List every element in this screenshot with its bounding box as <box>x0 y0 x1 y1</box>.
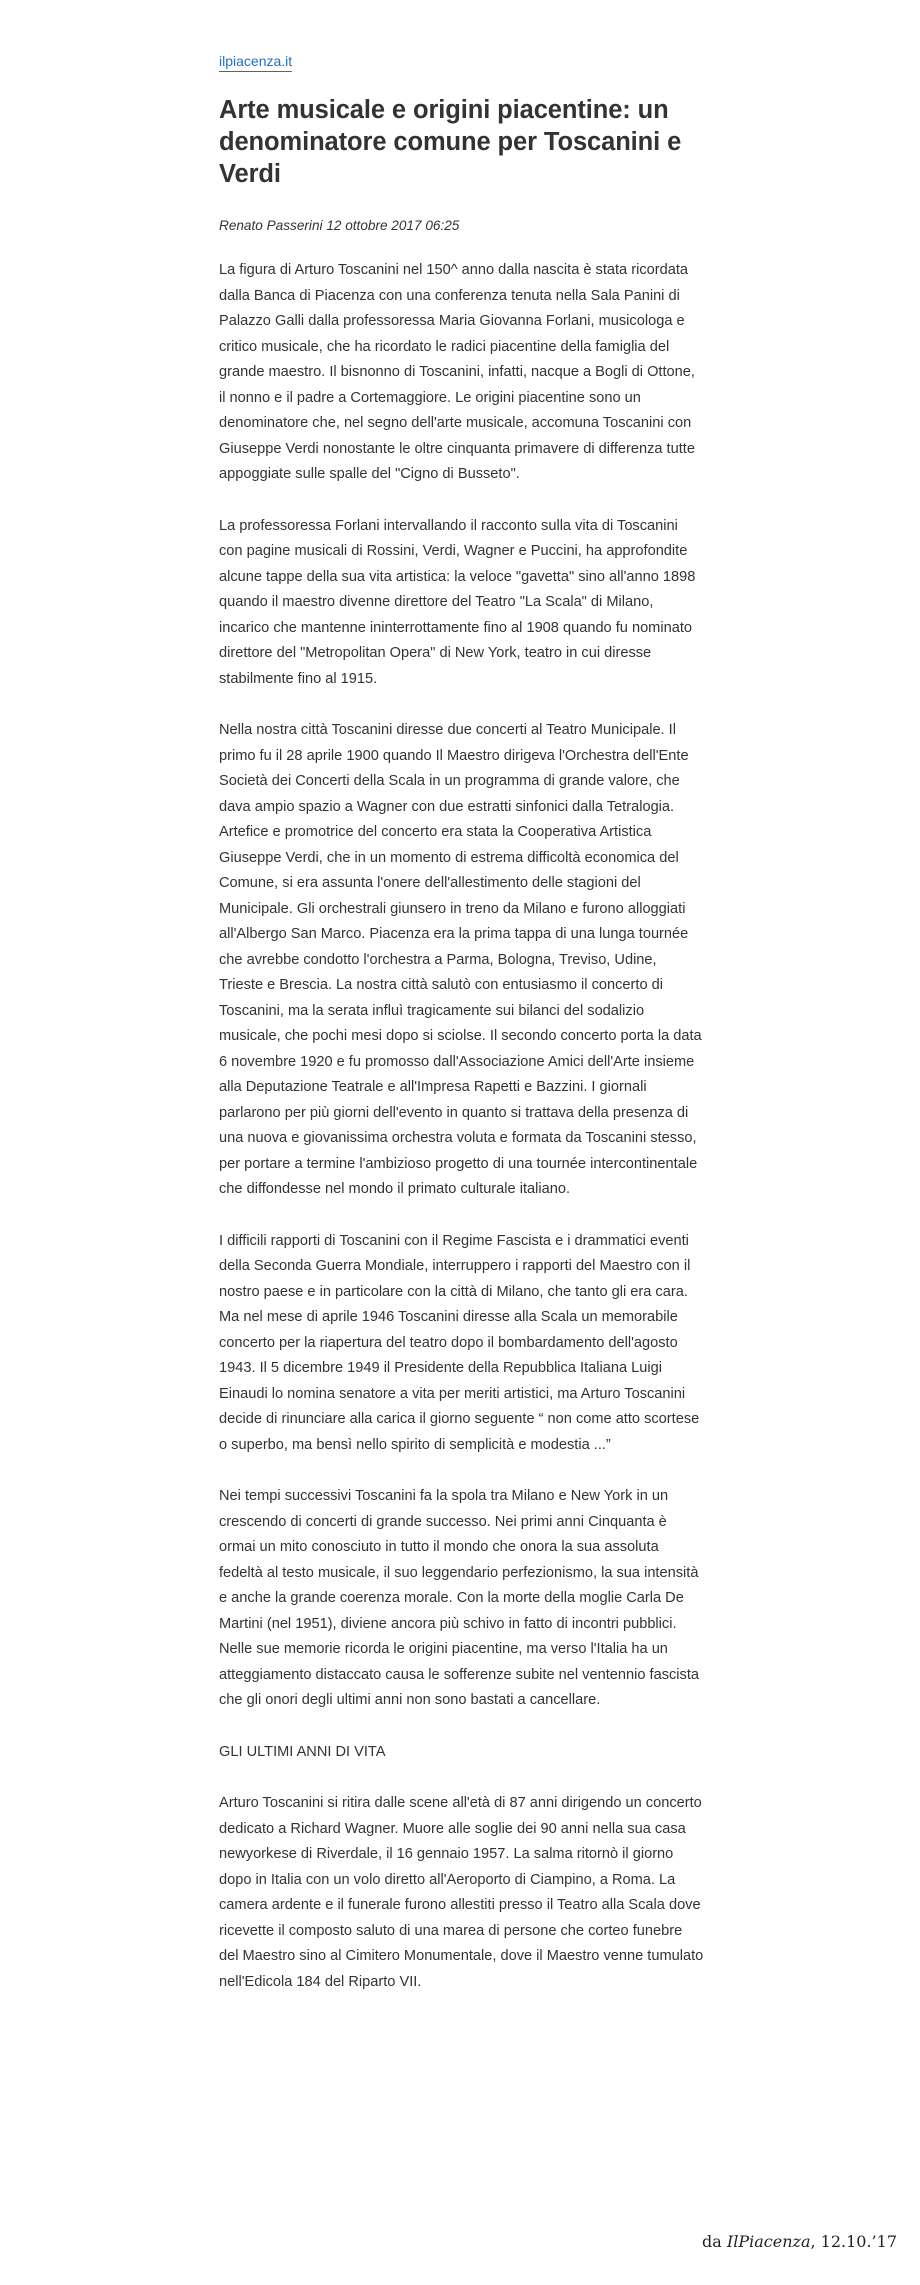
source-publication: IlPiacenza <box>726 2232 811 2251</box>
paragraph-5: Nei tempi successivi Toscanini fa la spola tra Milano e New York in un crescendo di concerti di grande successo. Nei primi anni Cinquanta è ormai un mito conosciuto in tutto il mondo che onora la sua assoluta fedeltà al testo musicale, il suo leggendario perfezionismo, la sua intensità e anche la grande coerenza morale. Con la morte della moglie Carla De Martini (nel 1951), diviene ancora più schivo in fatto di incontri pubblici. Nelle sue memorie ricorda le origini piacentine, ma verso l'Italia ha un atteggiamento distaccato causa le sofferenze subite nel ventennio fascista che gli onori degli ultimi anni non sono bastati a cancellare. <box>219 1488 700 1708</box>
article <box>219 52 704 2021</box>
paragraph-2: La professoressa Forlani intervallando il racconto sulla vita di Toscanini con pagine musicali di Rossini, Verdi, Wagner e Puccini, ha approfondite alcune tappe della sua vita artistica: la veloce "gavetta" sino all'anno 1898 quando il maestro divenne direttore del Teatro "La Scala" di Milano, incarico che mantenne ininterrottamente fino al 1908 quando fu nominato direttore del "Metropolitan Opera" di New York, teatro in cui diresse stabilmente fino al 1915. <box>219 517 696 687</box>
site-link[interactable]: ilpiacenza.it <box>219 52 292 72</box>
article-title: Arte musicale e origini piacentine: un denominatore comune per Toscanini e Verdi <box>219 96 682 188</box>
source-prefix: da <box>702 2232 722 2251</box>
article-body <box>219 258 704 1995</box>
paragraph-4: I difficili rapporti di Toscanini con il Regime Fascista e i drammatici eventi della Seconda Guerra Mondiale, interruppero i rapporti del Maestro con il nostro paese e in particolare con la città di Milano, che tanto gli era cara. Ma nel mese di aprile 1946 Toscanini diresse alla Scala un memorabile concerto per la riapertura del teatro dopo il bombardamento dell'agosto 1943. Il 5 dicembre 1949 il Presidente della Repubblica Italiana Luigi Einaudi lo nomina senatore a vita per meriti artistici, ma Arturo Toscanini decide di rinunciare alla carica il giorno seguente “ non come atto scortese o superbo, ma bensì nello spirito di semplicità e modestia ...” <box>219 1232 700 1453</box>
byline <box>219 216 704 236</box>
author-name: Renato Passerini <box>219 218 323 233</box>
section-heading: GLI ULTIMI ANNI DI VITA <box>219 1743 386 1760</box>
paragraph-1: La figura di Arturo Toscanini nel 150^ anno dalla nascita è stata ricordata dalla Banca di Piacenza con una conferenza tenuta nella Sala Panini di Palazzo Galli dalla professoressa Maria Giovanna Forlani, musicologa e critico musicale, che ha ricordato le radici piacentine della famiglia del grande maestro. Il bisnonno di Toscanini, infatti, nacque a Bogli di Ottone, il nonno e il padre a Cortemaggiore. Le origini piacentine sono un denominatore che, nel segno dell'arte musicale, accomuna Toscanini con Giuseppe Verdi nonostante le oltre cinquanta primavere di differenza tutte appoggiate sulle spalle del "Cigno di Busseto". <box>219 262 695 482</box>
source-note: da IlPiacenza, 12.10.’17 <box>702 2232 897 2251</box>
source-date: 12.10.’17 <box>820 2232 897 2251</box>
publish-date: 12 ottobre 2017 06:25 <box>326 218 460 233</box>
paragraph-final: Arturo Toscanini si ritira dalle scene all'età di 87 anni dirigendo un concerto dedicato a Richard Wagner. Muore alle soglie dei 90 anni nella sua casa newyorkese di Riverdale, il 16 gennaio 1957. La salma ritornò il giorno dopo in Italia con un volo diretto all'Aeroporto di Ciampino, a Roma. La camera ardente e il funerale furono allestiti presso il Teatro alla Scala dove ricevette il composto saluto di una marea di persone che corteo funebre del Maestro sino al Cimitero Monumentale, dove il Maestro venne tumulato nell'Edicola 184 del Riparto VII. <box>219 1795 704 1990</box>
paragraph-3: Nella nostra città Toscanini diresse due concerti al Teatro Municipale. Il primo fu il 28 aprile 1900 quando Il Maestro dirigeva l'Orchestra dell'Ente Società dei Concerti della Scala in un programma di grande valore, che dava ampio spazio a Wagner con due estratti sinfonici dalla Tetralogia. Artefice e promotrice del concerto era stata la Cooperativa Artistica Giuseppe Verdi, che in un momento di estrema difficoltà economica del Comune, si era assunta l'onere dell'allestimento delle stagioni del Municipale. Gli orchestrali giunsero in treno da Milano e furono alloggiati all'Albergo San Marco. Piacenza era la prima tappa di una lunga tournée che avrebbe condotto l'orchestra a Parma, Bologna, Treviso, Udine, Trieste e Brescia. La nostra città salutò con entusiasmo il concerto di Toscanini, ma la serata influì tragicamente sui bilanci del sodalizio musicale, che pochi mesi dopo si sciolse. Il secondo concerto porta la data 6 novembre 1920 e fu promosso dall'Associazione Amici dell'Arte insieme alla Deputazione Teatrale e all'Impresa Rapetti e Bazzini. I giornali parlarono per più giorni dell'evento in quanto si trattava della presenza di una nuova e giovanissima orchestra voluta e formata da Toscanini stesso, per portare a termine l'ambizioso progetto di una tournée intercontinentale che diffondesse nel mondo il primato culturale italiano. <box>219 722 702 1197</box>
